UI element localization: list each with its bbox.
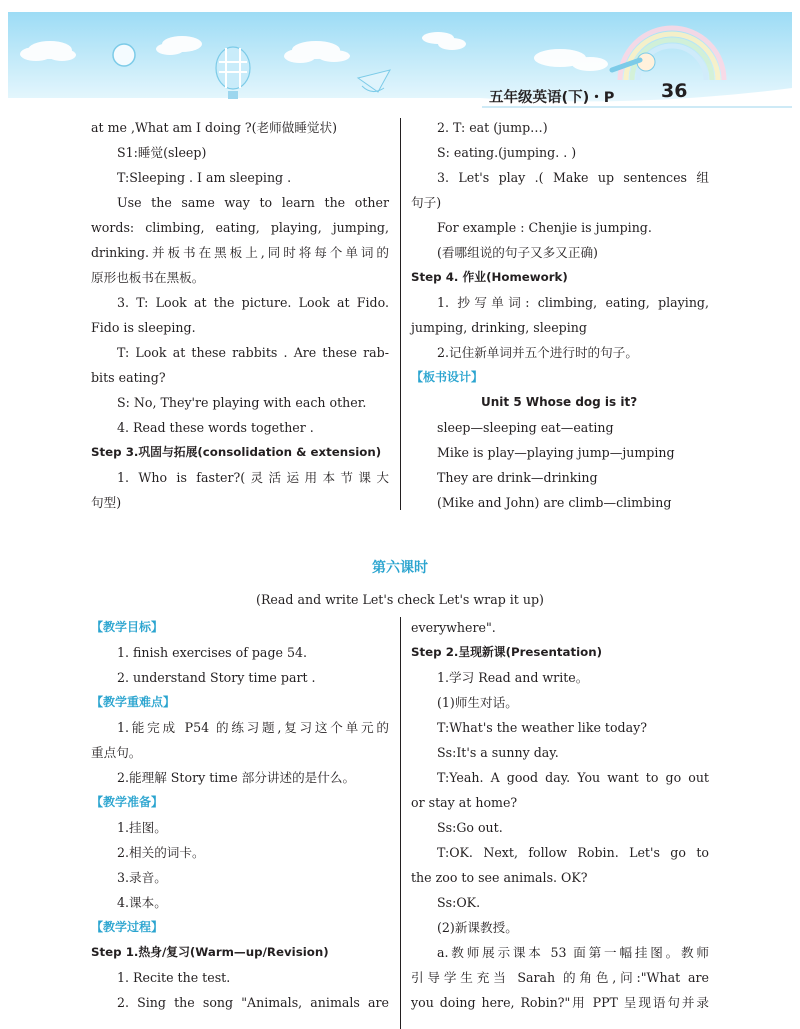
bottom-left-column [91,615,389,1015]
text-line: 1. Who is faster?(灵活运用本节课大 [117,470,389,485]
text-line: (Mike and John) are climb—climbing [437,495,672,510]
section-tag: 【教学过程】 [91,920,164,934]
lesson-subtitle: (Read and write Let's check Let's wrap it up) [256,592,544,607]
step-heading: Step 4. 作业(Homework) [411,270,568,284]
text-line: 2. understand Story time part . [117,670,316,685]
page-number: 36 [661,80,688,102]
text-line: 1. 抄写单词: climbing, eating, playing, [437,295,709,310]
text-line: drinking.并板书在黑板上,同时将每个单词的 [91,245,389,260]
text-line: For example : Chenjie is jumping. [437,220,652,235]
text-line: T:OK. Next, follow Robin. Let's go to [437,845,709,860]
section-tag: 【板书设计】 [411,370,484,384]
text-line: (看哪组说的句子又多又正确) [437,245,598,260]
text-line: 2.能理解 Story time 部分讲述的是什么。 [117,770,356,785]
text-line: a.教师展示课本 53 面第一幅挂图。教师 [437,945,709,960]
column-divider [400,617,401,1029]
text-line: bits eating? [91,370,166,385]
text-line: Ss:Go out. [437,820,503,835]
text-line: T: Look at these rabbits . Are these rab- [117,345,389,360]
text-line: 3. Let's play .( Make up sentences 组 [437,170,709,185]
text-line: They are drink—drinking [437,470,598,485]
text-line: S1:睡觉(sleep) [117,145,207,160]
text-line: 1. Recite the test. [117,970,231,985]
sun-icon [113,44,135,66]
text-line: Use the same way to learn the other [117,195,389,210]
text-line: 原形也板书在黑板。 [91,270,205,285]
step-heading: Step 3.巩固与拓展(consolidation & extension) [91,445,382,459]
text-line: 2. Sing the song "Animals, animals are [117,995,389,1010]
text-line: 2.记住新单词并五个进行时的句子。 [437,345,638,360]
text-line: Mike is play—playing jump—jumping [437,445,675,460]
bottom-right-column [411,615,709,1015]
section-tag: 【教学目标】 [91,620,164,634]
top-right-column [411,115,709,515]
text-line: or stay at home? [411,795,518,810]
section-tag: 【教学准备】 [91,795,164,809]
text-line: jumping, drinking, sleeping [411,320,587,335]
text-line: the zoo to see animals. OK? [411,870,588,885]
text-line: at me ,What am I doing ?(老师做睡觉状) [91,120,338,135]
text-line: 2. T: eat (jump…) [437,120,548,135]
top-left-column [91,115,389,515]
text-line: Ss:It's a sunny day. [437,745,559,760]
text-line: T:What's the weather like today? [437,720,647,735]
text-line: 句型) [91,495,122,510]
text-line: you doing here, Robin?"用 PPT 呈现语句并录 [411,995,709,1010]
step-heading: Step 1.热身/复习(Warm—up/Revision) [91,945,329,959]
text-line: 1.挂图。 [117,820,167,835]
section-tag: 【教学重难点】 [91,695,176,709]
text-line: 1.学习 Read and write。 [437,670,589,685]
text-line: 2.相关的词卡。 [117,845,205,860]
text-line: T:Sleeping . I am sleeping . [117,170,292,185]
text-line: (1)师生对话。 [437,695,518,710]
text-line: 1.能完成 P54 的练习题,复习这个单元的 [117,720,389,735]
text-line: 4.课本。 [117,895,167,910]
text-line: 引导学生充当 Sarah 的角色,问:"What are [411,970,709,985]
text-line: sleep—sleeping eat—eating [437,420,614,435]
page-header [0,0,800,112]
text-line: 句子) [411,195,442,210]
text-line: 4. Read these words together . [117,420,314,435]
board-title: Unit 5 Whose dog is it? [481,395,638,409]
step-heading: Step 2.呈现新课(Presentation) [411,645,603,659]
text-line: S: eating.(jumping. . ) [437,145,577,160]
text-line: S: No, They're playing with each other. [117,395,367,410]
text-line: everywhere". [411,620,496,635]
text-line: Ss:OK. [437,895,481,910]
text-line: words: climbing, eating, playing, jumping, [91,220,389,235]
text-line: 3.录音。 [117,870,167,885]
text-line: T:Yeah. A good day. You want to go out [437,770,709,785]
text-line: 1. finish exercises of page 54. [117,645,307,660]
grade-label: 五年级英语(下)・P [489,90,615,106]
text-line: (2)新课教授。 [437,920,518,935]
text-line: 重点句。 [91,745,142,760]
text-line: Fido is sleeping. [91,320,196,335]
text-line: 3. T: Look at the picture. Look at Fido. [117,295,389,310]
column-divider [400,118,401,510]
lesson-title: 第六课时 [372,560,428,576]
